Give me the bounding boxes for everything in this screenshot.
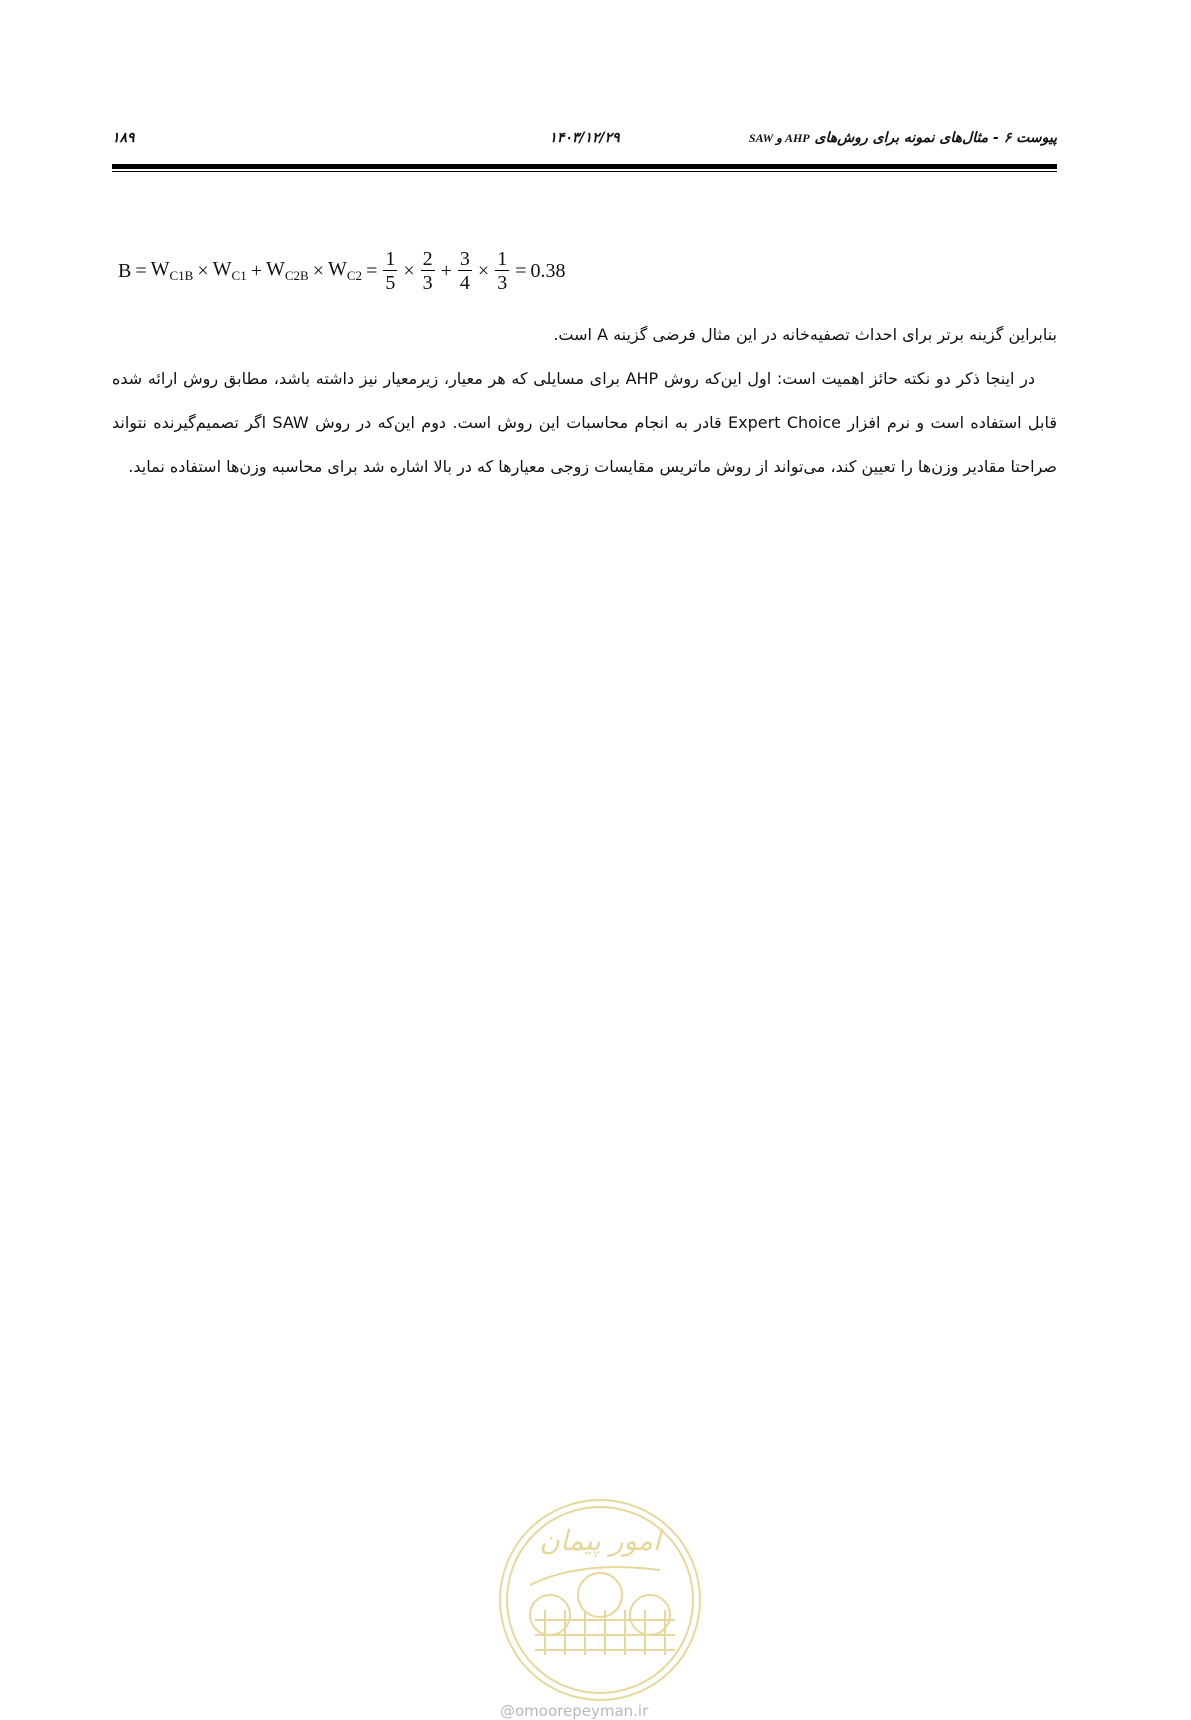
weight-term: $W_{C2B}$ [265, 258, 309, 283]
page-number: ۱۸۹ [112, 130, 135, 146]
body-text [112, 313, 1057, 489]
plus-sign: + [440, 259, 452, 282]
plus-sign: + [250, 259, 262, 282]
fraction: $\frac{1}{5}$ [385, 248, 396, 294]
equals-sign: = [135, 259, 147, 282]
times-sign: × [477, 259, 490, 282]
watermark-logo-text: امور پیمان [539, 1524, 661, 1557]
running-title-latin: AHP و SAW [748, 131, 810, 145]
weight-term: $W_{C1}$ [212, 258, 247, 283]
header-rule-thick [112, 164, 1057, 169]
formula-result: 0.38 [530, 259, 566, 282]
fraction: $\frac{2}{3}$ [422, 248, 433, 294]
times-sign: × [197, 259, 209, 282]
weight-term: $W_{C1B}$ [150, 258, 194, 283]
times-sign: × [403, 259, 415, 282]
formula-lhs: B [118, 259, 132, 282]
header-date: ۱۴۰۳/۱۲/۲۹ [549, 130, 620, 146]
paragraph-conclusion: بنابراین گزینه برتر برای احداث تصفیه‌خانه در این مثال فرضی گزینه A است. [553, 325, 1057, 344]
weight-term: $W_{C2}$ [328, 258, 363, 283]
header-rule-thin [112, 171, 1057, 172]
times-sign: × [312, 259, 324, 282]
fraction: $\frac{3}{4}$ [459, 248, 470, 294]
watermark-url: @omoorepeyman.ir [500, 1702, 649, 1720]
running-title-text: پیوست ۶ - مثال‌های نمونه برای روش‌های [814, 130, 1057, 146]
fraction: $\frac{1}{3}$ [497, 248, 508, 294]
equals-sign: = [366, 259, 378, 282]
watermark-logo [490, 1490, 710, 1710]
page-header [112, 130, 1057, 156]
score-formula [118, 248, 565, 294]
equals-sign: = [515, 259, 527, 282]
paragraph-notes: در اینجا ذکر دو نکته حائز اهمیت است: اول این‌که روش AHP برای مسایلی که هر معیار، زیرمعیار نیز داشته باشد، مطابق روش ارائه شده قابل استفاده است و نرم افزار Expert Choice قادر به انجام محاسبات این روش است. دوم این‌که در روش SAW اگر تصمیم‌گیرنده نتواند صراحتا مقادیر وزن‌ها را تعیین کند، می‌تواند از روش ماتریس مقایسات زوجی معیارها که در بالا اشاره شد برای محاسبه وزن‌ها استفاده نماید. [112, 369, 1058, 476]
